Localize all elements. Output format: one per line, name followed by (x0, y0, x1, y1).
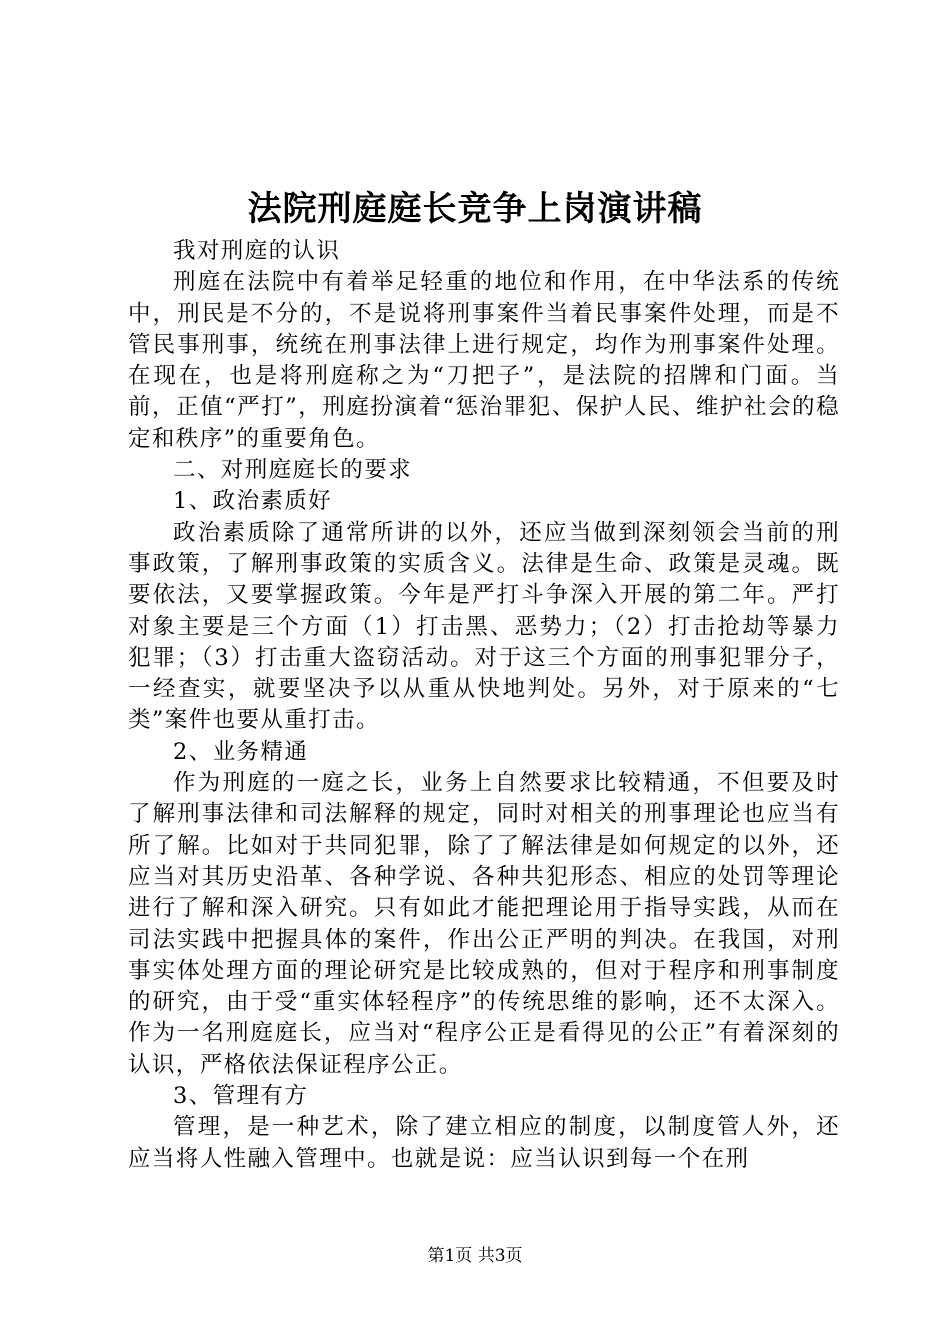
document-title: 法院刑庭庭长竞争上岗演讲稿 (247, 189, 703, 229)
paragraph-political-quality-heading: 1、政治素质好 (173, 488, 333, 515)
page-number-footer: 第1页 共3页 (427, 1246, 523, 1266)
paragraph-intro-heading: 我对刑庭的认识 (173, 238, 341, 264)
paragraph-professional-heading: 2、业务精通 (173, 738, 309, 765)
paragraph-professional: 作为刑庭的一庭之长，业务上自然要求比较精通，不但要及时了解刑事法律和司法解释的规定，同时对相关的刑事理论也应当有所了解。比如对于共同犯罪，除了了解法律是如何规定的以外，还应当对其历史沿革、各种学说、各种共犯形态、相应的处罚等理论进行了解和深入研究。只有如此才能把理论用于指导实践，从而在司法实践中把握具体的案件，作出公正严明的判决。在我国，对刑事实体处理方面的理论研究是比较成熟的，但对于程序和刑事制度的研究，由于受“重实体轻程序”的传统思维的影响，还不太深入。作为一名刑庭庭长，应当对“程序公正是看得见的公正”有着深刻的认识，严格依法保证程序公正。 (128, 770, 840, 1078)
paragraph-criminal-court-role: 刑庭在法院中有着举足轻重的地位和作用，在中华法系的传统中，刑民是不分的，不是说将刑事案件当着民事案件处理，而是不管民事刑事，统统在刑事法律上进行规定，均作为刑事案件处理。在现在，也是将刑庭称之为“刀把子”，是法院的招牌和门面。当前，正值“严打”，刑庭扮演着“惩治罪犯、保护人民、维护社会的稳定和秩序”的重要角色。 (128, 269, 840, 452)
paragraph-political-quality: 政治素质除了通常所讲的以外，还应当做到深刻领会当前的刑事政策，了解刑事政策的实质含义。法律是生命、政策是灵魂。既要依法，又要掌握政策。今年是严打斗争深入开展的第二年。严打对象主要是三个方面（1）打击黑、恶势力；（2）打击抢劫等暴力犯罪；（3）打击重大盗窃活动。对于这三个方面的刑事犯罪分子，一经查实，就要坚决予以从重从快地判处。另外，对于原来的“七类”案件也要从重打击。 (128, 519, 840, 734)
paragraph-management: 管理，是一种艺术，除了建立相应的制度，以制度管人外，还应当将人性融入管理中。也就是说：应当认识到每一个在刑 (128, 1114, 840, 1172)
paragraph-requirements-heading: 二、对刑庭庭长的要求 (173, 457, 413, 484)
paragraph-management-heading: 3、管理有方 (173, 1083, 309, 1110)
document-body (128, 236, 840, 1175)
